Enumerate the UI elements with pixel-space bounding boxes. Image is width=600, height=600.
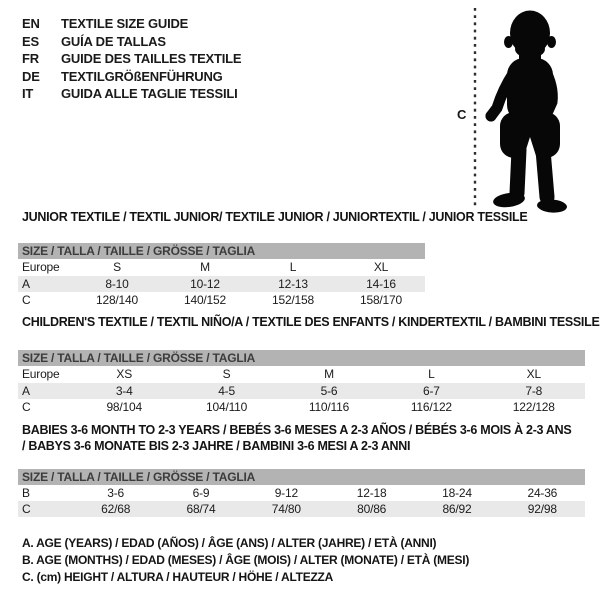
age-cell: 10-12 [161, 276, 249, 292]
row-label: C [22, 400, 31, 414]
legend-line-a: A. AGE (YEARS) / EDAD (AÑOS) / ÂGE (ANS) / ALTER (JAHRE) / ETÀ (ANNI) [22, 536, 437, 550]
legend [22, 535, 469, 587]
height-cell: 128/140 [96, 293, 138, 307]
legend-line-b: B. AGE (MONTHS) / EDAD (MESES) / ÂGE (MOIS) / ALTER (MONATE) / ETÀ (MESI) [22, 553, 470, 568]
height-cell: 62/68 [73, 501, 158, 517]
language-header [22, 15, 241, 103]
height-cell: 86/92 [414, 501, 499, 517]
size-cell: XL [526, 367, 541, 381]
height-cell: 92/98 [500, 501, 585, 517]
language-row-it [22, 85, 241, 103]
size-header-label: SIZE / TALLA / TAILLE / GRÖSSE / TAGLIA [18, 243, 425, 259]
age-cell: 6-9 [192, 486, 210, 500]
junior-size-table-section [18, 210, 528, 308]
size-header-label: SIZE / TALLA / TAILLE / GRÖSSE / TAGLIA [18, 469, 585, 485]
height-cell: 74/80 [244, 501, 329, 517]
table-row-height [18, 399, 585, 415]
height-cell: 152/158 [272, 293, 314, 307]
size-cell: S [222, 367, 231, 381]
height-cell: 116/122 [410, 400, 452, 414]
height-cell: 98/104 [106, 400, 142, 414]
table-row-age [18, 383, 585, 399]
table-row-europe [18, 366, 585, 383]
height-cell: 140/152 [184, 293, 226, 307]
row-label: C [18, 501, 73, 517]
height-cell: 80/86 [329, 501, 414, 517]
age-cell: 5-6 [278, 383, 380, 399]
language-code: IT [22, 86, 34, 102]
language-title: GUIDE DES TAILLES TEXTILE [61, 51, 242, 67]
babies-size-table-section [18, 423, 585, 517]
size-cell: M [324, 367, 334, 381]
language-title: GUÍA DE TALLAS [61, 33, 166, 49]
age-cell: 9-12 [274, 486, 298, 500]
children-size-table-section [18, 315, 600, 415]
row-label: B [22, 486, 30, 500]
height-cell: 122/128 [512, 400, 555, 414]
size-header-label: SIZE / TALLA / TAILLE / GRÖSSE / TAGLIA [18, 350, 585, 366]
language-row-en [22, 15, 241, 33]
language-row-es [22, 33, 241, 51]
row-label: A [18, 276, 73, 292]
figure-label-c: C [457, 107, 467, 122]
legend-line-c: C. (cm) HEIGHT / ALTURA / HAUTEUR / HÖHE / ALTEZZA [22, 570, 334, 585]
row-label: C [22, 293, 31, 307]
baby-silhouette-icon [486, 11, 568, 214]
height-cell: 68/74 [158, 501, 243, 517]
table-row-europe [18, 259, 425, 276]
age-cell: 6-7 [380, 383, 482, 399]
table-row-age [18, 276, 425, 292]
language-code: ES [22, 33, 39, 49]
table-title-junior: JUNIOR TEXTILE / TEXTIL JUNIOR/ TEXTILE JUNIOR / JUNIORTEXTIL / JUNIOR TESSILE [22, 210, 528, 224]
babies-size-table [18, 469, 585, 517]
size-header-bar [18, 350, 585, 366]
language-row-de [22, 68, 241, 86]
table-row-age-months [18, 485, 585, 501]
size-header-bar [18, 243, 425, 259]
junior-size-table [18, 243, 425, 308]
language-code: EN [22, 16, 40, 31]
row-label: Europe [22, 260, 60, 274]
size-cell: L [289, 260, 297, 274]
language-title: TEXTILGRÖßENFÜHRUNG [61, 68, 223, 84]
age-cell: 8-10 [73, 276, 161, 292]
table-title-children: CHILDREN'S TEXTILE / TEXTIL NIÑO/A / TEXTILE DES ENFANTS / KINDERTEXTIL / BAMBINI TESSILE [22, 315, 600, 329]
age-cell: 18-24 [442, 486, 472, 500]
language-code: FR [22, 51, 39, 67]
table-title-babies: BABIES 3-6 MONTH TO 2-3 YEARS / BEBÉS 3-6 MESES A 2-3 AÑOS / BÉBÉS 3-6 MOIS À 2-3 ANS / BABYS 3-6 MONATE BIS 2-3 JAHRE / BAMBINI 3-6 MESI A 2-3 ANNI [22, 423, 572, 453]
size-cell: XL [373, 260, 389, 274]
height-cell: 158/170 [360, 293, 402, 307]
size-cell: S [113, 260, 121, 274]
age-cell: 7-8 [483, 383, 585, 399]
row-label: A [18, 383, 73, 399]
size-header-bar [18, 469, 585, 485]
age-cell: 12-13 [249, 276, 337, 292]
size-cell: XS [116, 367, 132, 381]
height-cell: 104/110 [206, 400, 248, 414]
children-size-table [18, 350, 585, 415]
height-cell: 110/116 [308, 400, 350, 414]
age-cell: 3-4 [73, 383, 175, 399]
size-cell: L [428, 367, 435, 381]
size-cell: M [200, 260, 210, 274]
language-title: TEXTILE SIZE GUIDE [61, 16, 189, 31]
table-row-height [18, 501, 585, 517]
age-cell: 24-36 [527, 486, 558, 500]
age-cell: 3-6 [107, 486, 125, 500]
row-label: Europe [22, 367, 60, 381]
age-cell: 4-5 [175, 383, 277, 399]
age-cell: 14-16 [337, 276, 425, 292]
language-title: GUIDA ALLE TAGLIE TESSILI [61, 86, 238, 102]
language-row-fr [22, 50, 241, 68]
table-row-height [18, 292, 425, 308]
age-cell: 12-18 [356, 486, 387, 500]
language-code: DE [22, 68, 40, 84]
